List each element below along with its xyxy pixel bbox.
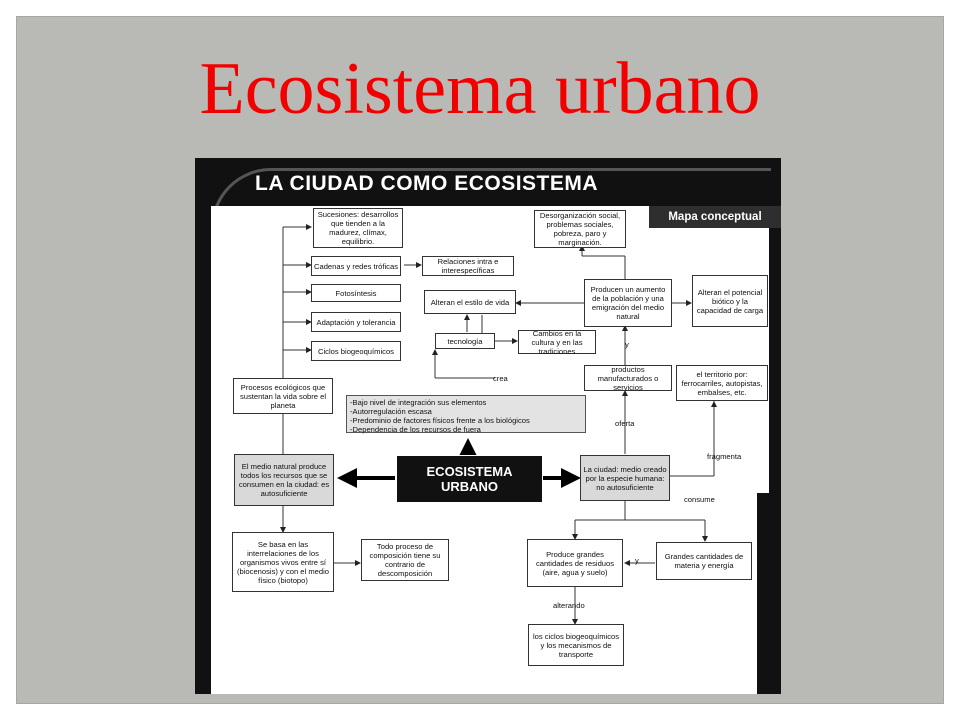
box-sucesiones: Sucesiones: desarrollos que tienden a la madurez, clímax, equilibrio. <box>313 208 403 248</box>
box-procesos: Procesos ecológicos que sustentan la vida sobre el planeta <box>233 378 333 414</box>
list-item: -Bajo nivel de integración sus elementos <box>350 398 487 407</box>
box-alteran-estilo: Alteran el estilo de vida <box>424 290 516 314</box>
list-item: -Autorregulación escasa <box>350 407 432 416</box>
box-ciclos-bio: los ciclos biogeoquímicos y los mecanismos de transporte <box>528 624 624 666</box>
label-consume: consume <box>684 495 715 504</box>
box-alteran-potencial: Alteran el potencial biótico y la capacidad de carga <box>692 275 768 327</box>
box-ciclos: Ciclos biogeoquímicos <box>311 341 401 361</box>
concept-map-poster <box>195 158 781 694</box>
label-crea: crea <box>493 374 508 383</box>
central-node: ECOSISTEMA URBANO <box>396 455 543 503</box>
box-territorio: el territorio por: ferrocarriles, autopistas, embalses, etc. <box>676 365 768 401</box>
box-medio-natural: El medio natural produce todos los recursos que se consumen en la ciudad: es autosuficiente <box>234 454 334 506</box>
box-materia: Grandes cantidades de materia y energía <box>656 542 752 580</box>
box-relaciones: Relaciones intra e interespecíficas <box>422 256 514 276</box>
poster-title: LA CIUDAD COMO ECOSISTEMA <box>255 172 599 195</box>
label-alterando: alterando <box>553 601 585 610</box>
box-producen-aumento: Producen un aumento de la población y una emigración del medio natural <box>584 279 672 327</box>
box-ciudad: La ciudad: medio creado por la especie humana: no autosuficiente <box>580 455 670 501</box>
box-proceso-composicion: Todo proceso de composición tiene su contrario de descomposición <box>361 539 449 581</box>
label-oferta: oferta <box>615 419 635 428</box>
box-adaptacion: Adaptación y tolerancia <box>311 312 401 332</box>
box-productos: productos manufacturados o servicios <box>584 365 672 391</box>
box-fotosintesis: Fotosíntesis <box>311 284 401 302</box>
list-item: -Dependencia de los recursos de fuera <box>350 425 481 434</box>
label-y-top: y <box>625 340 629 349</box>
box-cambios-cultura: Cambios en la cultura y en las tradiciones <box>518 330 596 354</box>
label-fragmenta: fragmenta <box>707 452 742 461</box>
box-se-basa: Se basa en las interrelaciones de los organismos vivos entre sí (biocenosis) y con el medio físico (biotopo) <box>232 532 334 592</box>
box-desorganizacion: Desorganización social, problemas sociales, pobreza, paro y marginación. <box>534 210 626 248</box>
box-cadenas: Cadenas y redes tróficas <box>311 256 401 276</box>
box-residuos: Produce grandes cantidades de residuos (aire, agua y suelo) <box>527 539 623 587</box>
poster-subtitle: Mapa conceptual <box>649 206 781 228</box>
label-y-bottom: y <box>635 556 639 565</box>
list-item: -Predominio de factores físicos frente a los biológicos <box>350 416 530 425</box>
box-tecnologia: tecnología <box>435 333 495 349</box>
characteristics-list <box>346 395 586 433</box>
slide-title: Ecosistema urbano <box>199 48 761 130</box>
